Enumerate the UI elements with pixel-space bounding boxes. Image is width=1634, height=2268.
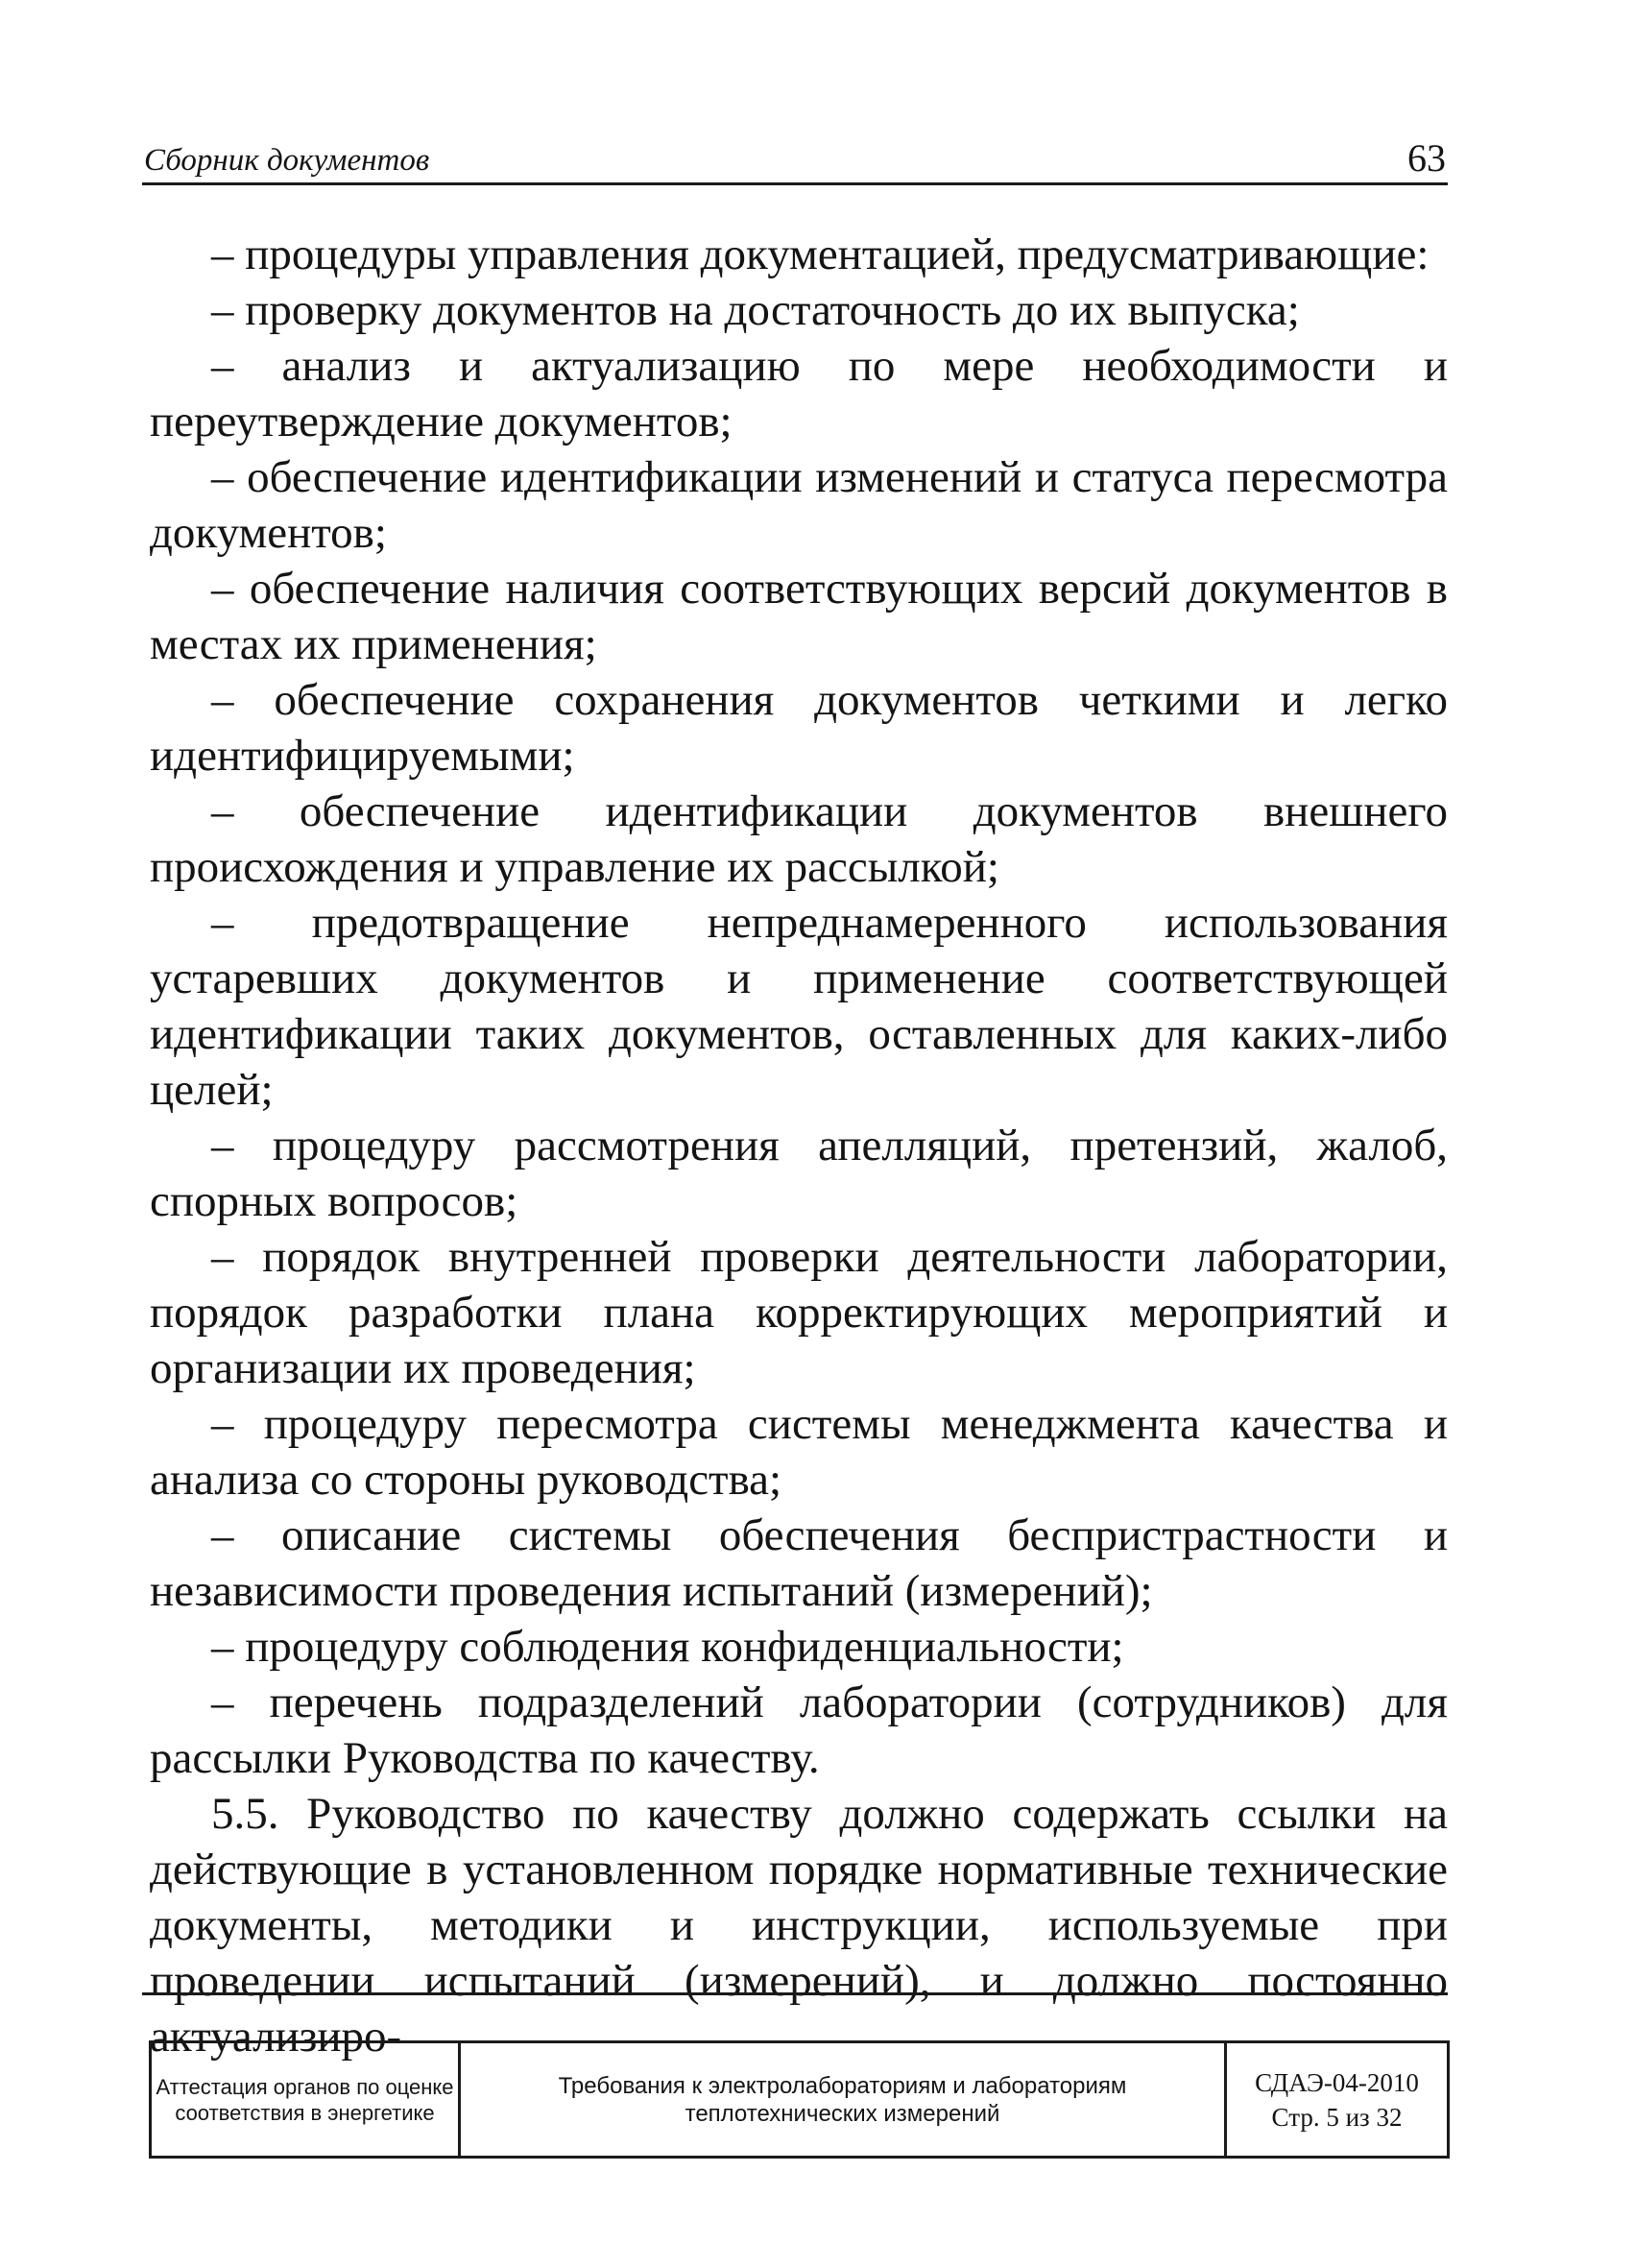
paragraph: – проверку документов на достаточность до их выпуска; [211,285,1300,335]
paragraph: – анализ и актуализацию по мере необходимости и переутверждение документов; [150,341,1448,446]
paragraph: – перечень подразделений лаборатории (сотрудников) для рассылки Руководства по качеству. [150,1677,1448,1783]
paragraph: – обеспечение наличия соответствующих версий документов в местах их применения; [150,564,1448,669]
body-text [150,227,1448,2064]
paragraph: – обеспечение идентификации документов внешнего происхождения и управление их рассылкой; [150,786,1448,892]
paragraph: 5.5. Руководство по качеству должно содержать ссылки на действующие в установленном порядке нормативные технические документы, методики и инструкции, используемые при проведении испытаний (измерений), и должно постоянно актуализиро- [150,1789,1448,2062]
page-number: 63 [1407,136,1446,180]
footer-doc-title: Требования к электролабораториям и лабораториям теплотехнических измерений [461,2043,1227,2156]
paragraph: – процедуру пересмотра системы менеджмента качества и анализа со стороны руководства; [150,1399,1448,1505]
paragraph: – процедуру рассмотрения апелляций, претензий, жалоб, спорных вопросов; [150,1121,1448,1226]
footer-page: Стр. 5 из 32 [1271,2102,1403,2132]
page-header [142,133,1448,185]
footer-doc-code: СДАЭ-04-2010 [1255,2067,1419,2097]
paragraph: – обеспечение сохранения документов четкими и легко идентифицируемыми; [150,675,1448,781]
footer-code-cell [1227,2043,1447,2156]
footer-org: Аттестация органов по оценке соответствия в энергетике [152,2043,461,2156]
paragraph: – процедуру соблюдения конфиденциальности; [211,1622,1124,1672]
paragraph: – процедуры управления документацией, предусматривающие: [211,229,1430,279]
paragraph: – обеспечение идентификации изменений и статуса пересмотра документов; [150,452,1448,558]
paragraph: – предотвращение непреднамеренного использования устаревших документов и применение соответствующей идентификации таких документов, оставленных для каких-либо целей; [150,898,1448,1115]
bottom-rule [142,1992,1448,1995]
paragraph: – порядок внутренней проверки деятельности лаборатории, порядок разработки плана корректирующих мероприятий и организации их проведения; [150,1232,1448,1393]
footer-table [149,2040,1450,2159]
header-title: Сборник документов [144,143,430,178]
paragraph: – описание системы обеспечения беспристрастности и независимости проведения испытаний (измерений); [150,1510,1448,1616]
